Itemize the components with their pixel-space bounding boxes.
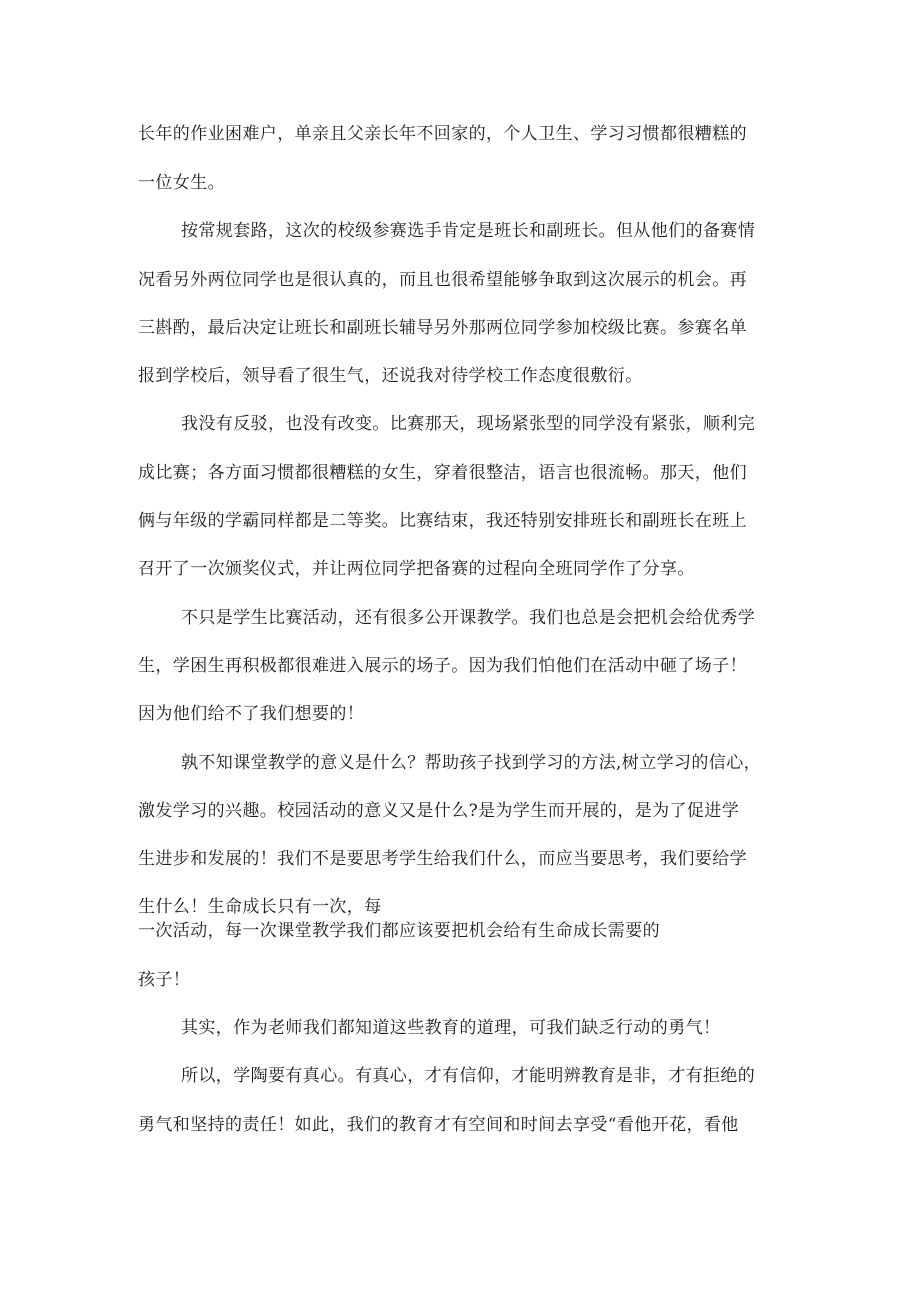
text-line: 召开了一次颁奖仪式，并让两位同学把备赛的过程向全班同学作了分享。 bbox=[138, 559, 695, 579]
text-line: 三斟酌，最后决定让班长和副班长辅导另外那两位同学参加校级比赛。参赛名单 bbox=[138, 318, 747, 338]
text-line: 生，学困生再积极都很难进入展示的场子。因为我们怕他们在活动中砸了场子！ bbox=[138, 656, 747, 676]
paragraph-start-line: 我没有反驳，也没有改变。比赛那天，现场紧张型的同学没有紧张，顺利完 bbox=[181, 414, 756, 434]
text-line: 况看另外两位同学也是很认真的，而且也很希望能够争取到这次展示的机会。再 bbox=[138, 270, 747, 290]
text-line: 报到学校后，领导看了很生气，还说我对待学校工作态度很敷衍。 bbox=[138, 366, 643, 386]
text-line: 长年的作业困难户，单亲且父亲长年不回家的，个人卫生、学习习惯都很糟糕的 bbox=[138, 124, 747, 144]
paragraph-start-line: 所以，学陶要有真心。有真心，才有信仰，才能明辨教育是非，才有拒绝的 bbox=[181, 1066, 756, 1086]
paragraph-start-line: 其实，作为老师我们都知道这些教育的道理，可我们缺乏行动的勇气！ bbox=[181, 1018, 721, 1038]
text-line: 生进步和发展的！我们不是要思考学生给我们什么，而应当要思考，我们要给学 bbox=[138, 849, 747, 869]
text-line: 激发学习的兴趣。校园活动的意义又是什么?是为学生而开展的，是为了促进学 bbox=[138, 801, 740, 821]
text-line: 成比赛；各方面习惯都很糟糕的女生，穿着很整洁，语言也很流畅。那天，他们 bbox=[138, 463, 747, 483]
text-line: 因为他们给不了我们想要的！ bbox=[138, 704, 365, 724]
text-line: 一位女生。 bbox=[138, 173, 225, 193]
text-line: 勇气和坚持的责任！如此，我们的教育才有空间和时间去享受“看他开花，看他 bbox=[138, 1115, 739, 1135]
text-line: 孩子！ bbox=[138, 970, 191, 990]
text-line: 俩与年级的学霸同样都是二等奖。比赛结束，我还特别安排班长和副班长在班上 bbox=[138, 511, 747, 531]
paragraph-start-line: 不只是学生比赛活动，还有很多公开课教学。我们也总是会把机会给优秀学 bbox=[181, 608, 756, 628]
paragraph-start-line: 孰不知课堂教学的意义是什么？帮助孩子找到学习的方法,树立学习的信心， bbox=[181, 753, 762, 773]
paragraph-start-line: 按常规套路，这次的校级参赛选手肯定是班长和副班长。但从他们的备赛情 bbox=[181, 221, 756, 241]
text-line: 一次活动，每一次课堂教学我们都应该要把机会给有生命成长需要的 bbox=[138, 921, 660, 941]
text-line: 生什么！生命成长只有一次，每 bbox=[138, 897, 382, 917]
